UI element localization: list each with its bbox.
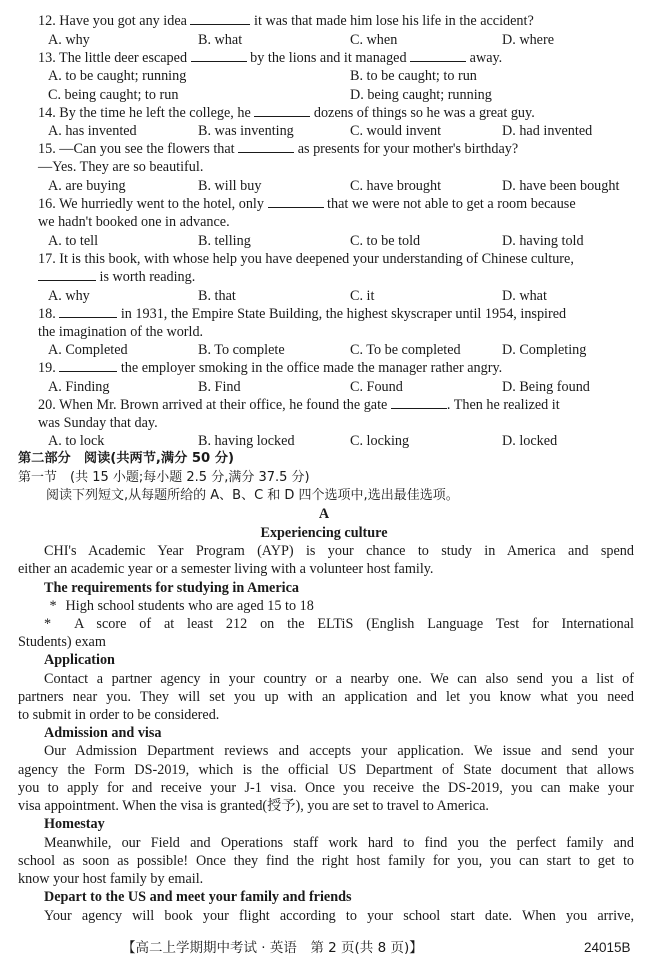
question-stem: by the lions and it managed xyxy=(250,50,407,66)
question-stem: the employer smoking in the office made the manager rather angry. xyxy=(120,360,503,376)
intro-line-1: CHI's Academic Year Program (AYP) is your chance to study in America and spend xyxy=(44,543,634,559)
question-number: 17. xyxy=(38,251,56,267)
question-15-reply: —Yes. They are so beautiful. xyxy=(38,159,204,175)
options-14 xyxy=(48,122,634,140)
answer-blank xyxy=(38,268,96,281)
option-d: D. where xyxy=(502,32,554,48)
option-d: D. being caught; running xyxy=(350,87,492,103)
options-17 xyxy=(48,287,634,305)
admission-line-1: Our Admission Department reviews and accepts your application. We issue and send your xyxy=(44,743,634,759)
option-a: A. Completed xyxy=(48,342,128,358)
homestay-heading: Homestay xyxy=(44,816,105,832)
question-number: 13. xyxy=(38,50,56,66)
footer-title: 【高二上学期期中考试 · 英语 第 2 页(共 8 页)】 xyxy=(122,940,423,956)
question-stem: . Then he realized it xyxy=(446,397,560,413)
depart-heading: Depart to the US and meet your family and friends xyxy=(44,889,352,905)
option-b: B. Find xyxy=(198,379,241,395)
section1-title: 第一节 (共 15 小题;每小题 2.5 分,满分 37.5 分) xyxy=(18,470,310,485)
option-c: C. to be told xyxy=(350,233,421,249)
option-a: A. are buying xyxy=(48,178,126,194)
answer-blank xyxy=(254,104,310,117)
option-c: C. have brought xyxy=(350,178,442,194)
passage-title: Experiencing culture xyxy=(260,525,388,541)
options-13-row2 xyxy=(48,86,634,104)
question-stem: away. xyxy=(469,50,503,66)
option-d: D. what xyxy=(502,288,547,304)
part2-title: 第二部分 阅读(共两节,满分 50 分) xyxy=(18,451,235,466)
answer-blank xyxy=(238,140,294,153)
footer-code: 24015B xyxy=(584,940,631,955)
admission-heading: Admission and visa xyxy=(44,725,162,741)
option-d: D. having told xyxy=(502,233,584,249)
question-20-line2: was Sunday that day. xyxy=(38,415,158,431)
answer-blank xyxy=(268,195,324,208)
application-heading: Application xyxy=(44,652,115,668)
admission-line-3: you to apply for and receive your J-1 visa. Once you receive the DS-2019, you can make your xyxy=(18,780,634,796)
question-stem: When Mr. Brown arrived at their office, he found the gate xyxy=(59,397,388,413)
question-15 xyxy=(38,140,634,158)
option-d: D. Completing xyxy=(502,342,587,358)
question-16-line2: we hadn't booked one in advance. xyxy=(38,214,230,230)
depart-line-1: Your agency will book your flight according to your school start date. When you arrive, xyxy=(44,908,634,924)
question-number: 19. xyxy=(38,360,56,376)
option-b: B. will buy xyxy=(198,178,262,194)
option-c: C. Found xyxy=(350,379,403,395)
passage-letter: A xyxy=(318,506,330,522)
homestay-line-1: Meanwhile, our Field and Operations staff work hard to find you the perfect family and xyxy=(44,835,634,851)
question-stem: it was that made him lose his life in the accident? xyxy=(254,13,534,29)
question-12 xyxy=(38,12,634,30)
asterisk-icon: * xyxy=(44,616,52,632)
question-number: 18. xyxy=(38,306,56,322)
application-line-2: partners near you. They will set you up with an application and let you know what you need xyxy=(18,689,634,705)
option-c: C. locking xyxy=(350,433,410,449)
option-b: B. was inventing xyxy=(198,123,294,139)
options-15 xyxy=(48,177,634,195)
option-b: B. that xyxy=(198,288,236,304)
option-a: A. Finding xyxy=(48,379,110,395)
question-14 xyxy=(38,104,634,122)
option-a: A. has invented xyxy=(48,123,137,139)
option-d: D. locked xyxy=(502,433,558,449)
question-stem: is worth reading. xyxy=(99,269,196,285)
homestay-line-2: school as soon as possible! Once they find the right host family for you, you can start to get to xyxy=(18,853,634,869)
question-number: 12. xyxy=(38,13,56,29)
options-13-row1 xyxy=(48,67,634,85)
option-a: A. to be caught; running xyxy=(48,68,187,84)
options-12 xyxy=(48,31,634,49)
homestay-line-3: know your host family by email. xyxy=(18,871,204,887)
question-stem: —Can you see the flowers that xyxy=(59,141,235,157)
option-d: D. have been bought xyxy=(502,178,620,194)
options-18 xyxy=(48,341,634,359)
option-a: A. to lock xyxy=(48,433,105,449)
requirement-text: High school students who are aged 15 to 18 xyxy=(65,598,314,614)
question-20 xyxy=(38,396,634,414)
requirement-2 xyxy=(44,615,634,633)
option-b: B. having locked xyxy=(198,433,295,449)
question-stem: By the time he left the college, he xyxy=(59,105,251,121)
question-stem: It is this book, with whose help you have deepened your understanding of Chinese culture, xyxy=(59,251,574,267)
question-stem: as presents for your mother's birthday? xyxy=(297,141,519,157)
question-18 xyxy=(38,305,634,323)
option-a: A. why xyxy=(48,32,90,48)
option-c: C. being caught; to run xyxy=(48,87,179,103)
question-19 xyxy=(38,359,634,377)
option-a: A. to tell xyxy=(48,233,99,249)
option-c: C. it xyxy=(350,288,375,304)
option-c: C. To be completed xyxy=(350,342,461,358)
asterisk-icon: * xyxy=(49,598,57,614)
application-line-1: Contact a partner agency in your country or a nearby one. We can also send you a list of xyxy=(44,671,634,687)
question-stem: in 1931, the Empire State Building, the highest skyscraper until 1954, inspired xyxy=(120,306,567,322)
option-b: B. To complete xyxy=(198,342,285,358)
answer-blank xyxy=(59,359,117,372)
intro-line-2: either an academic year or a semester living with a volunteer host family. xyxy=(18,561,434,577)
question-16 xyxy=(38,195,634,213)
requirement-2-line2: Students) exam xyxy=(18,634,106,650)
question-stem: We hurriedly went to the hotel, only xyxy=(59,196,264,212)
answer-blank xyxy=(59,305,117,318)
question-number: 15. xyxy=(38,141,56,157)
option-d: D. had invented xyxy=(502,123,593,139)
answer-blank xyxy=(391,396,447,409)
option-b: B. what xyxy=(198,32,243,48)
question-18-line2: the imagination of the world. xyxy=(38,324,204,340)
option-b: B. to be caught; to run xyxy=(350,68,477,84)
requirement-1 xyxy=(44,597,634,615)
question-13 xyxy=(38,49,634,67)
question-17-line2 xyxy=(38,268,634,286)
reading-instruction: 阅读下列短文,从每题所给的 A、B、C 和 D 四个选项中,选出最佳选项。 xyxy=(46,488,459,503)
options-19 xyxy=(48,378,634,396)
requirements-heading: The requirements for studying in America xyxy=(44,580,299,596)
question-number: 20. xyxy=(38,397,56,413)
question-stem: dozens of things so he was a great guy. xyxy=(313,105,535,121)
question-stem: The little deer escaped xyxy=(59,50,188,66)
requirement-text: A score of at least 212 on the ELTiS (English Language Test for International xyxy=(74,616,634,632)
question-17 xyxy=(38,250,634,268)
options-16 xyxy=(48,232,634,250)
question-number: 16. xyxy=(38,196,56,212)
admission-line-2: agency the Form DS-2019, which is the official US Department of State document that allows xyxy=(18,762,634,778)
option-c: C. when xyxy=(350,32,398,48)
application-line-3: to submit in order to be considered. xyxy=(18,707,220,723)
admission-line-4: visa appointment. When the visa is granted(授予), you are set to travel to America. xyxy=(18,798,489,814)
option-d: D. Being found xyxy=(502,379,590,395)
option-b: B. telling xyxy=(198,233,251,249)
option-a: A. why xyxy=(48,288,90,304)
question-number: 14. xyxy=(38,105,56,121)
options-20 xyxy=(48,432,634,450)
answer-blank xyxy=(410,49,466,62)
question-stem: Have you got any idea xyxy=(59,13,187,29)
answer-blank xyxy=(190,12,250,25)
answer-blank xyxy=(191,49,247,62)
option-c: C. would invent xyxy=(350,123,442,139)
question-stem: that we were not able to get a room because xyxy=(327,196,576,212)
